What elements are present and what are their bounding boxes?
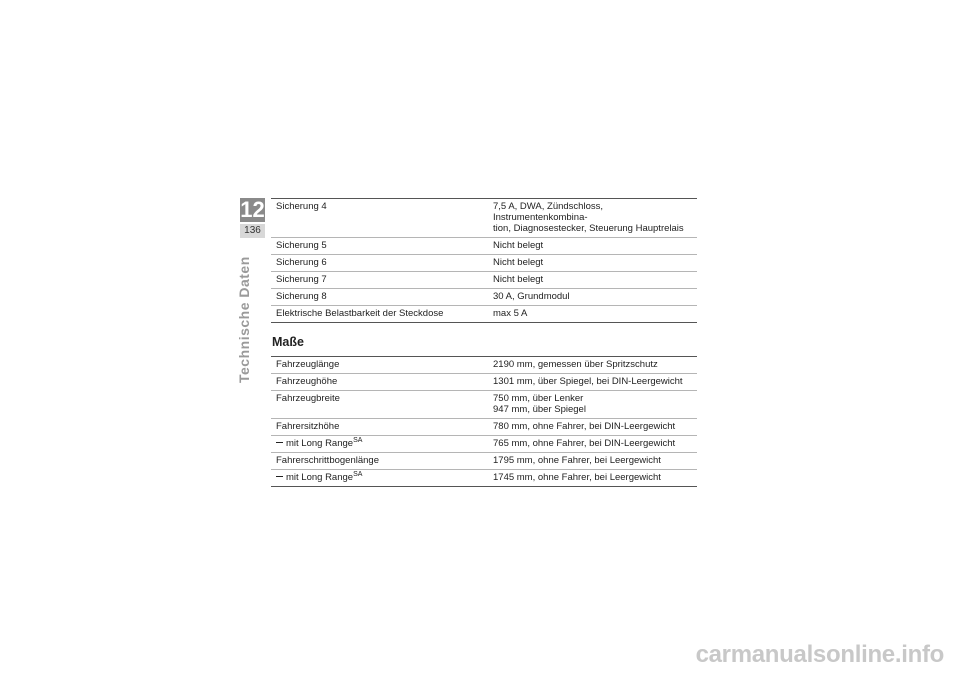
option-marker: SA xyxy=(353,436,363,444)
row-value: 30 A, Grundmodul xyxy=(488,289,697,306)
row-label: Sicherung 7 xyxy=(271,272,488,289)
chapter-number: 12 xyxy=(240,197,265,222)
dimensions-table xyxy=(271,356,697,487)
table-row xyxy=(271,255,697,272)
table-row xyxy=(271,306,697,323)
row-label: Elektrische Belastbarkeit der Steckdose xyxy=(271,306,488,323)
option-marker: SA xyxy=(353,470,363,478)
row-value xyxy=(488,391,697,419)
watermark: carmanualsonline.info xyxy=(695,641,944,668)
table-row xyxy=(271,391,697,419)
row-label xyxy=(271,470,488,487)
row-label: Sicherung 5 xyxy=(271,238,488,255)
row-value: Nicht belegt xyxy=(488,272,697,289)
row-label: Sicherung 6 xyxy=(271,255,488,272)
row-value: Nicht belegt xyxy=(488,238,697,255)
section-heading: Maße xyxy=(272,335,304,349)
table-row xyxy=(271,436,697,453)
table-row xyxy=(271,272,697,289)
table-row xyxy=(271,289,697,306)
table-row xyxy=(271,199,697,238)
row-value: 2190 mm, gemessen über Spritzschutz xyxy=(488,357,697,374)
row-value: 1745 mm, ohne Fahrer, bei Leergewicht xyxy=(488,470,697,487)
row-value xyxy=(488,199,697,238)
page-number: 136 xyxy=(240,224,265,238)
row-value-line: 947 mm, über Spiegel xyxy=(493,404,586,415)
row-label: Fahrzeugbreite xyxy=(271,391,488,419)
row-value: 1301 mm, über Spiegel, bei DIN-Leergewicht xyxy=(488,374,697,391)
dash-icon xyxy=(276,476,283,478)
row-value-line: 750 mm, über Lenker xyxy=(493,393,584,404)
table-row xyxy=(271,238,697,255)
row-label: Fahrerschrittbogenlänge xyxy=(271,453,488,470)
row-label: Sicherung 4 xyxy=(271,199,488,238)
table-row xyxy=(271,374,697,391)
row-value: 1795 mm, ohne Fahrer, bei Leergewicht xyxy=(488,453,697,470)
table-row xyxy=(271,453,697,470)
row-label-text: mit Long Range xyxy=(286,438,354,449)
row-value: max 5 A xyxy=(488,306,697,323)
row-label: Fahrzeuglänge xyxy=(271,357,488,374)
row-label: Sicherung 8 xyxy=(271,289,488,306)
table-row xyxy=(271,470,697,487)
row-label: Fahrersitzhöhe xyxy=(271,419,488,436)
row-label-text: mit Long Range xyxy=(286,472,354,483)
row-value-line: tion, Diagnosestecker, Steuerung Hauptrelais xyxy=(493,223,684,234)
chapter-title: Technische Daten xyxy=(236,256,252,383)
row-value: Nicht belegt xyxy=(488,255,697,272)
row-value: 780 mm, ohne Fahrer, bei DIN-Leergewicht xyxy=(488,419,697,436)
table-row xyxy=(271,419,697,436)
row-value: 765 mm, ohne Fahrer, bei DIN-Leergewicht xyxy=(488,436,697,453)
row-value-line: 7,5 A, DWA, Zündschloss, Instrumentenkombina- xyxy=(493,201,603,223)
table-row xyxy=(271,357,697,374)
row-label xyxy=(271,436,488,453)
dash-icon xyxy=(276,442,283,444)
row-label: Fahrzeughöhe xyxy=(271,374,488,391)
fuses-table xyxy=(271,198,697,323)
page-content xyxy=(271,198,697,487)
